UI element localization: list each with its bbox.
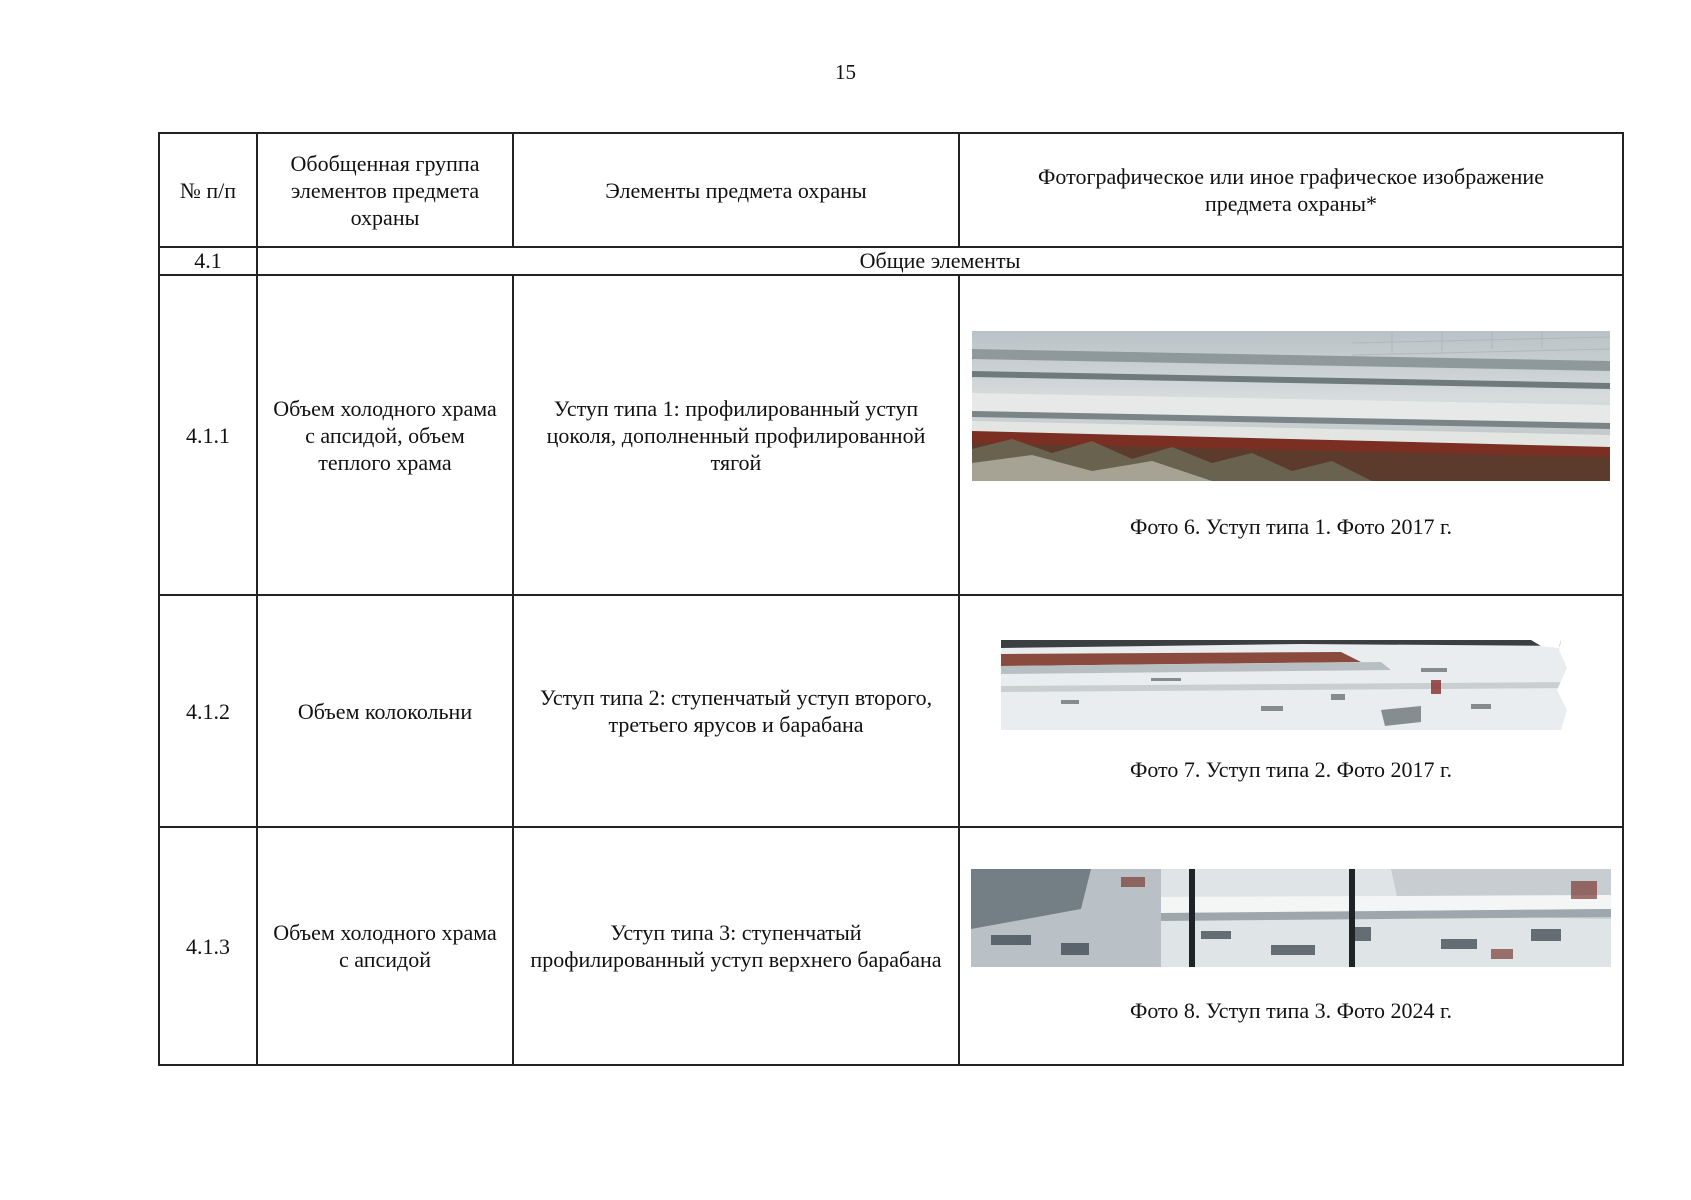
row-image-cell	[959, 275, 1623, 595]
table-row	[159, 275, 1623, 595]
section-row	[159, 247, 1623, 275]
section-title: Общие элементы	[257, 247, 1623, 275]
header-group: Обобщенная группа элементов предмета охраны	[257, 133, 513, 247]
section-num: 4.1	[159, 247, 257, 275]
photo-caption: Фото 7. Уступ типа 2. Фото 2017 г.	[1129, 756, 1453, 782]
row-image-cell	[959, 595, 1623, 827]
row-num: 4.1.2	[159, 595, 257, 827]
row-elements: Уступ типа 3: ступенчатый профилированный уступ верхнего барабана	[513, 827, 959, 1065]
photo-block	[970, 640, 1612, 783]
row-elements: Уступ типа 1: профилированный уступ цоколя, дополненный профилированной тягой	[513, 275, 959, 595]
protection-elements-table	[158, 132, 1624, 1066]
table-header-row	[159, 133, 1623, 247]
row-group: Объем холодного храма с апсидой, объем теплого храма	[257, 275, 513, 595]
row-image-cell	[959, 827, 1623, 1065]
photo-block	[970, 869, 1612, 1024]
header-num: № п/п	[159, 133, 257, 247]
photo-caption: Фото 6. Уступ типа 1. Фото 2017 г.	[1129, 513, 1453, 539]
row-elements: Уступ типа 2: ступенчатый уступ второго, третьего ярусов и барабана	[513, 595, 959, 827]
table-row	[159, 827, 1623, 1065]
table-row	[159, 595, 1623, 827]
row-group: Объем холодного храма с апсидой	[257, 827, 513, 1065]
photo-7-stepped-ledge	[1001, 640, 1581, 730]
header-elements: Элементы предмета охраны	[513, 133, 959, 247]
photo-block	[970, 331, 1612, 540]
photo-caption: Фото 8. Уступ типа 3. Фото 2024 г.	[1129, 997, 1453, 1023]
photo-6-plinth-ledge	[972, 331, 1610, 481]
row-num: 4.1.3	[159, 827, 257, 1065]
header-image: Фотографическое или иное графическое изображение предмета охраны*	[959, 133, 1623, 247]
page-number: 15	[835, 60, 856, 84]
photo-8-profiled-ledge	[971, 869, 1611, 967]
row-group: Объем колокольни	[257, 595, 513, 827]
row-num: 4.1.1	[159, 275, 257, 595]
